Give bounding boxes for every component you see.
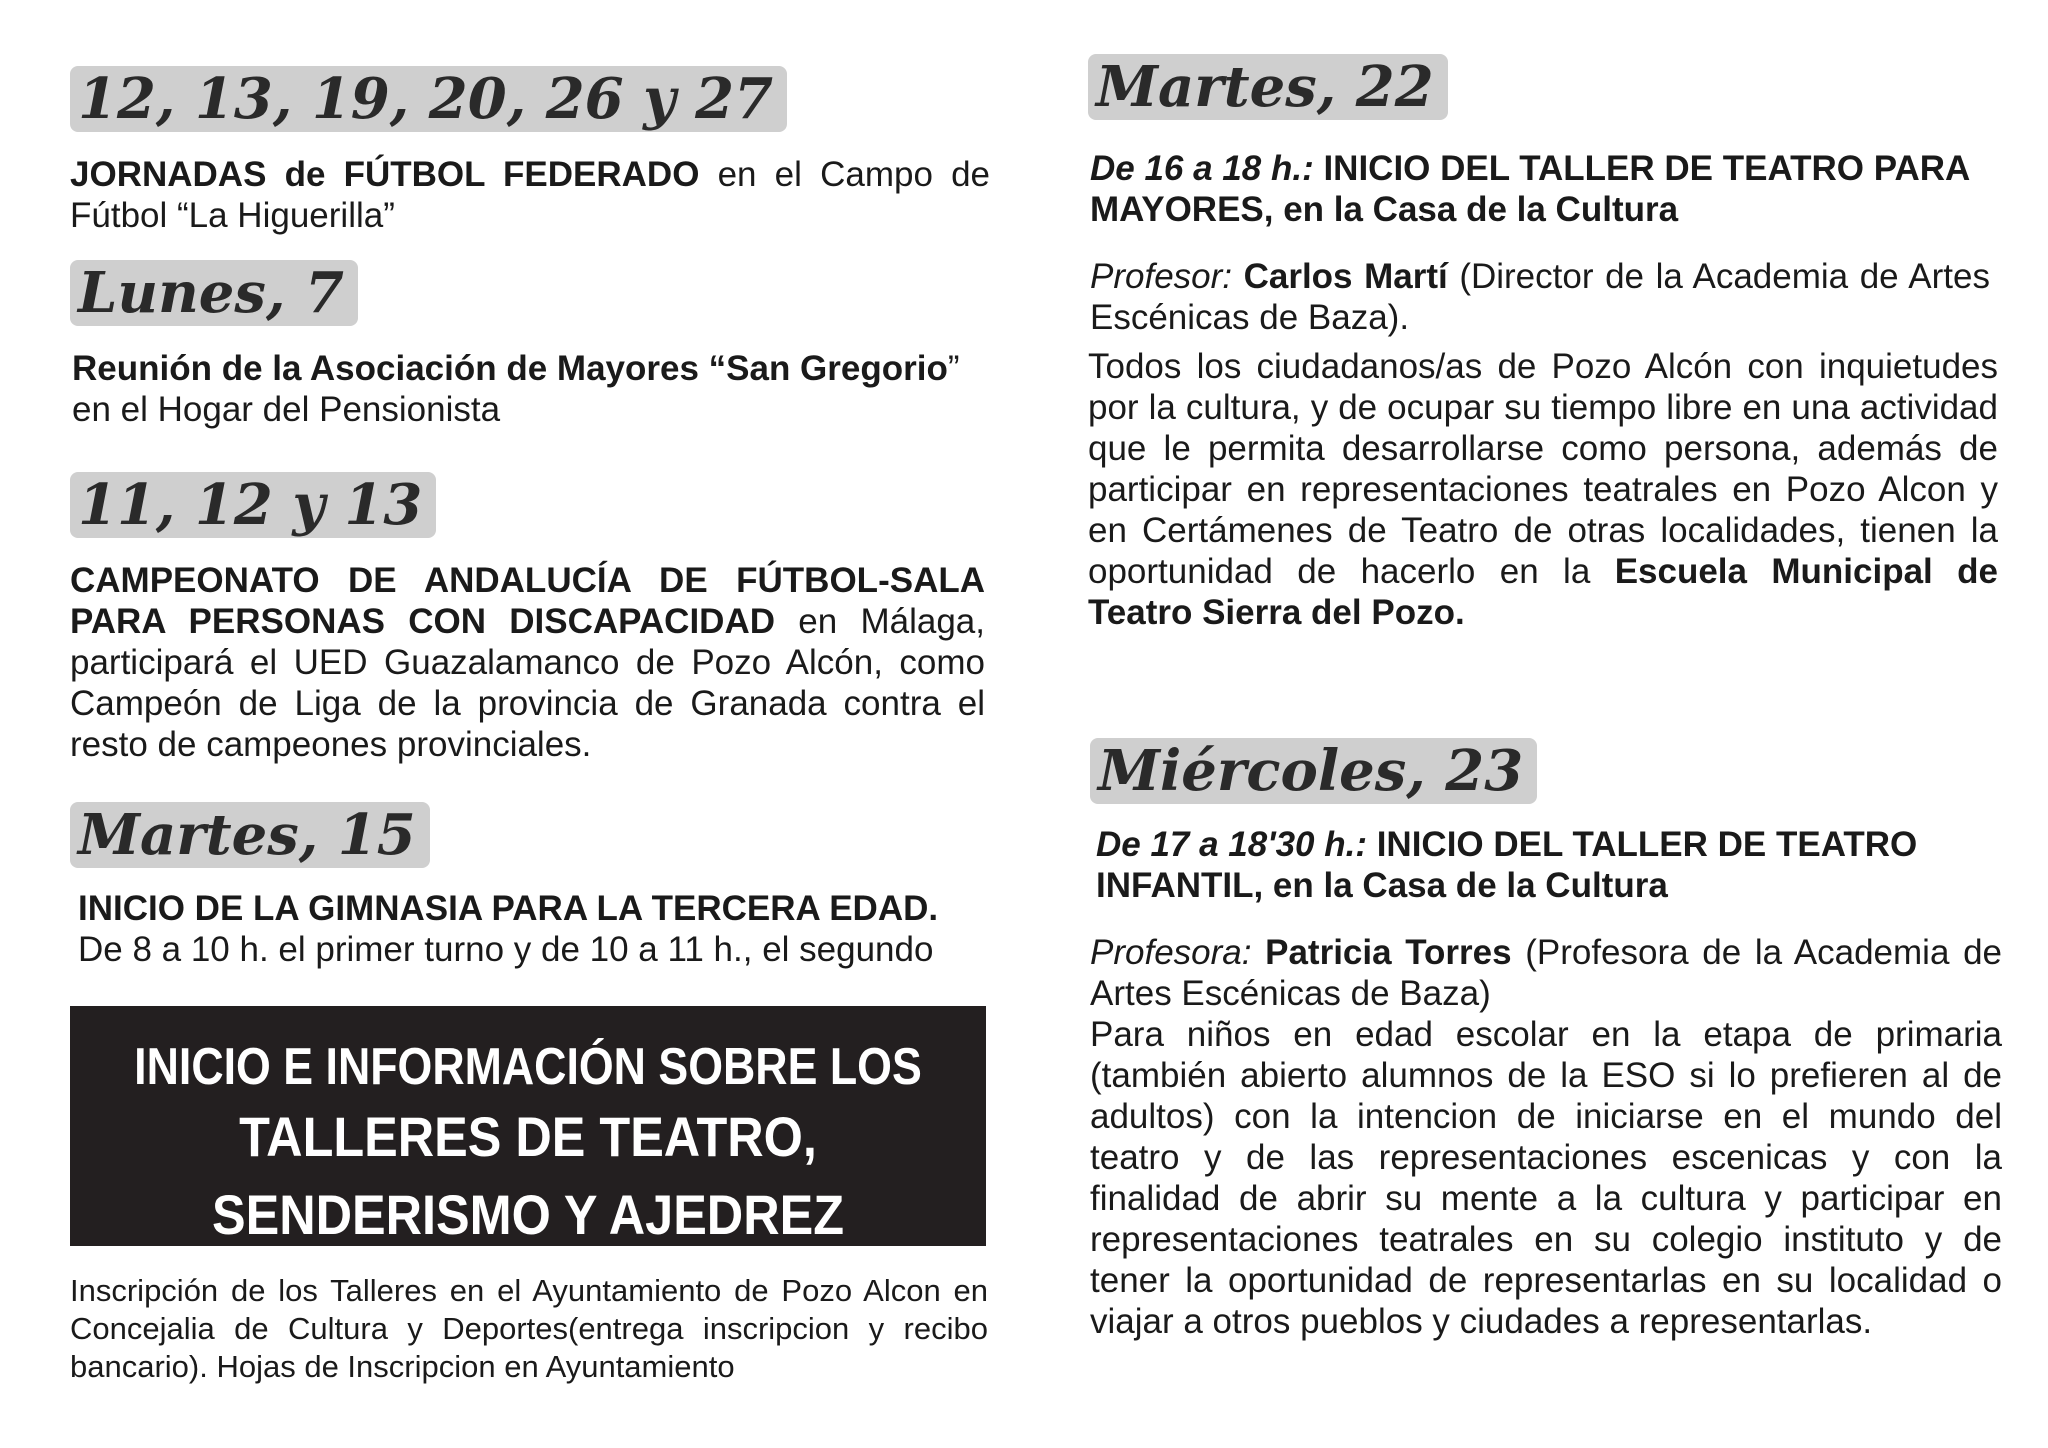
date-heading-martes-22: Martes, 22 bbox=[1088, 54, 1448, 120]
banner-line-2: TALLERES DE TEATRO, bbox=[239, 1105, 817, 1168]
profesora-name: Patricia Torres bbox=[1251, 933, 1512, 972]
event-location: en el Hogar del Pensionista bbox=[72, 390, 501, 429]
event-title: INICIO DEL TALLER DE TEATRO INFANTIL, en la Casa de la Cultura bbox=[1096, 825, 1918, 905]
event-gimnasia-tercera-edad bbox=[78, 888, 1008, 970]
event-title: CAMPEONATO DE ANDALUCÍA DE FÚTBOL-SALA PARA PERSONAS CON DISCAPACIDAD bbox=[70, 561, 985, 641]
escuela-municipal-name: Escuela Municipal de Teatro Sierra del Pozo. bbox=[1088, 552, 1998, 632]
event-taller-teatro-infantil bbox=[1096, 824, 2016, 906]
event-description: en el Campo de Fútbol “La Higuerilla” bbox=[70, 155, 990, 235]
date-heading-lunes-7: Lunes, 7 bbox=[70, 260, 358, 326]
banner-line-1: INICIO E INFORMACIÓN SOBRE LOS bbox=[134, 1038, 922, 1096]
event-title: JORNADAS de FÚTBOL FEDERADO bbox=[70, 155, 700, 194]
date-heading-martes-15: Martes, 15 bbox=[70, 802, 430, 868]
event-time: De 16 a 18 h.: bbox=[1090, 149, 1314, 188]
event-taller-teatro-mayores bbox=[1090, 148, 2020, 230]
date-heading-11-12-13: 11, 12 y 13 bbox=[70, 472, 436, 538]
inscripcion-info: Inscripción de los Talleres en el Ayuntamiento de Pozo Alcon en Concejalia de Cultura y Deportes(entrega inscripcion y recibo bancario). Hojas de Inscripcion en Ayuntamiento bbox=[70, 1273, 988, 1384]
event-description: en Málaga, participará el UED Guazalamanco de Pozo Alcón, como Campeón de Liga de la provincia de Granada contra el resto de campeones provinciales. bbox=[70, 602, 985, 764]
profesor-label: Profesor: bbox=[1090, 257, 1232, 296]
date-heading-12-13-19-20-26-27: 12, 13, 19, 20, 26 y 27 bbox=[70, 66, 787, 132]
event-title-end: ” bbox=[947, 349, 960, 388]
talleres-banner bbox=[70, 1006, 986, 1246]
profesora-label: Profesora: bbox=[1090, 933, 1252, 972]
event-reunion-mayores bbox=[72, 348, 1002, 430]
event-time: De 17 a 18'30 h.: bbox=[1096, 825, 1367, 864]
event-title: Reunión de la Asociación de Mayores “San Gregorio bbox=[72, 349, 948, 388]
profesor-name: Carlos Martí bbox=[1232, 257, 1448, 296]
date-heading-miercoles-23: Miércoles, 23 bbox=[1090, 738, 1537, 804]
event-title: INICIO DE LA GIMNASIA PARA LA TERCERA EDAD. bbox=[78, 889, 939, 928]
banner-line-3: SENDERISMO Y AJEDREZ bbox=[211, 1183, 845, 1246]
event-schedule: De 8 a 10 h. el primer turno y de 10 a 11 h., el segundo bbox=[78, 930, 934, 969]
event-body-teatro-infantil: Para niños en edad escolar en la etapa de primaria (también abierto alumnos de la ESO si lo prefieren al de adultos) con la intencion de iniciarse en el mundo del teatro y de las representaciones escenicas y con la finalidad de abrir su mente a la cultura y participar en representaciones teatrales en su colegio instituto y de tener la oportunidad de representarlas en su localidad o viajar a otros pueblos y ciudades a representarlas. bbox=[1090, 1015, 2002, 1341]
event-body-text: Todos los ciudadanos/as de Pozo Alcón con inquietudes por la cultura, y de ocupar su tiempo libre en una actividad que le permita desarrollarse como persona, además de participar en representaciones teatrales en Pozo Alcon y en Certámenes de Teatro de otras localidades, tienen la oportunidad de hacerlo en la bbox=[1088, 347, 1998, 591]
event-body-teatro-mayores bbox=[1088, 346, 1998, 633]
event-profesora bbox=[1090, 932, 2002, 1014]
event-profesor bbox=[1090, 256, 1990, 338]
profesor-description: (Director de la Academia de Artes Escénicas de Baza). bbox=[1090, 257, 1990, 337]
profesora-description: (Profesora de la Academia de Artes Escénicas de Baza) bbox=[1090, 933, 2002, 1013]
event-futbol-federado bbox=[70, 154, 990, 236]
event-campeonato-andalucia bbox=[70, 560, 985, 765]
event-title: INICIO DEL TALLER DE TEATRO PARA MAYORES, en la Casa de la Cultura bbox=[1090, 149, 1970, 229]
